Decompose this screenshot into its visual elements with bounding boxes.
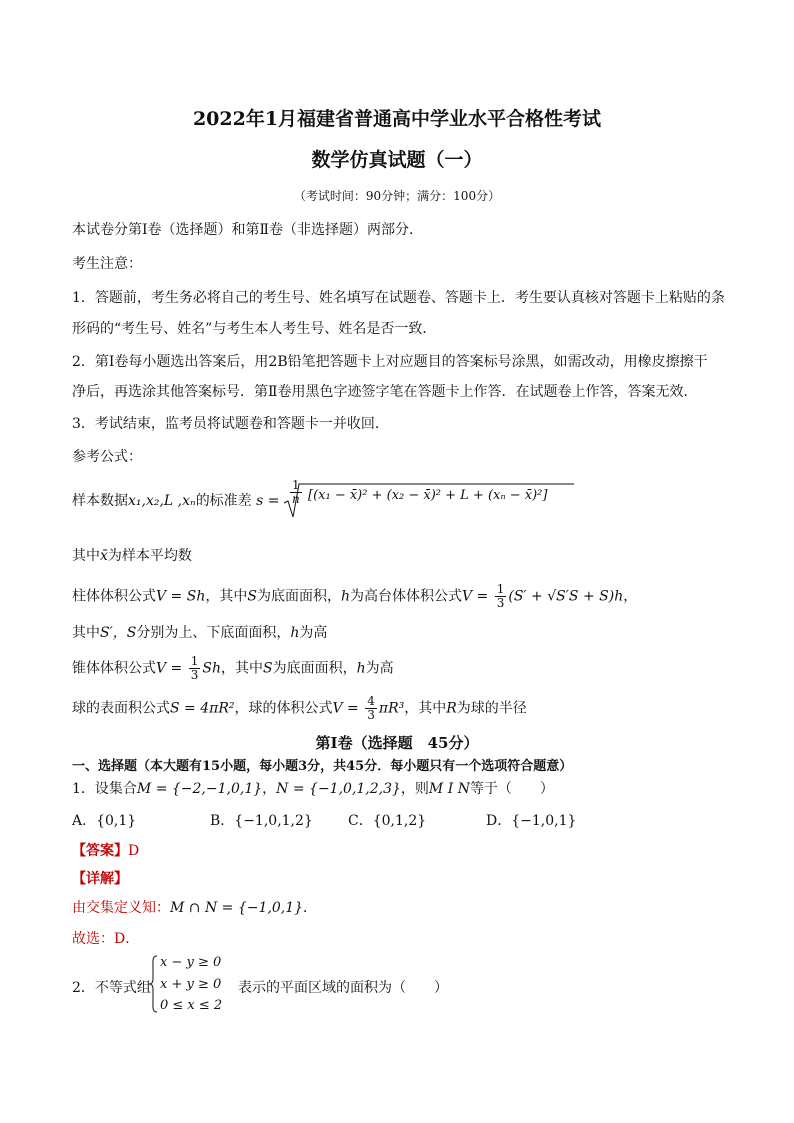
notice-2b: 净后，再选涂其他答案标号．第Ⅱ卷用黑色字迹签字笔在答题卡上作答．在试题卷上作答，答案无效． xyxy=(72,384,698,400)
q1-conclusion: 故选：D． xyxy=(72,931,140,947)
exam-title: 2022年1月福建省普通高中学业水平合格性考试 xyxy=(192,108,602,130)
section1-heading: 一、选择题（本大题有15小题，每小题3分，共45分．每小题只有一个选项符合题意） xyxy=(72,759,573,774)
sphere-formula: 球的表面积公式S = 4πR²，球的体积公式V = $\frac{4}{3}$ πR³，其中R为球的半径 xyxy=(72,694,527,722)
q1-detail-label: 【详解】 xyxy=(72,871,128,887)
q1-option-d: D．{−1,0,1} xyxy=(486,813,577,829)
section1-title: 第Ⅰ卷（选择题 45分） xyxy=(315,734,479,752)
q1-option-a: A．{0,1} xyxy=(72,813,137,829)
q1-detail: 由交集定义知：M ∩ N = {−1,0,1}． xyxy=(72,900,318,916)
frustum-fraction: $\frac{1}{3}$ xyxy=(496,582,505,610)
q2-ineq-2: x + y ≥ 0 xyxy=(160,977,222,992)
q1-answer: 【答案】D xyxy=(72,843,140,859)
sd-vars: x₁,x₂,L ,xₙ xyxy=(128,493,196,509)
ref-title: 参考公式： xyxy=(72,449,142,465)
intro-line: 本试卷分第Ⅰ卷（选择题）和第Ⅱ卷（非选择题）两部分． xyxy=(72,222,424,238)
sd-prefix: 样本数据 xyxy=(72,493,128,509)
exam-subtitle: 数学仿真试题（一） xyxy=(311,149,483,171)
q1-option-c: C．{0,1,2} xyxy=(348,813,427,829)
notice-title: 考生注意： xyxy=(72,256,142,272)
q2-ineq-1: x − y ≥ 0 xyxy=(160,955,222,970)
sd-mid: 的标准差 xyxy=(195,493,252,509)
q1-stem: 1．设集合M = {−2,−1,0,1}，N = {−1,0,1,2,3}，则M I N等于（ ） xyxy=(72,781,554,797)
cone-formula: 锥体体积公式V = $\frac{1}{3}$ Sh，其中S为底面面积，h为高 xyxy=(72,654,394,682)
q2-stem-a: 2．不等式组 xyxy=(72,980,151,996)
sd-body: [(x₁ − x̄)² + (x₂ − x̄)² + L + (xₙ − x̄)²] xyxy=(308,488,548,503)
notice-3: 3．考试结束，监考员将试题卷和答题卡一并收回． xyxy=(72,416,389,432)
prism-formula: 柱体体积公式V = Sh，其中S为底面面积，h为高台体体积公式V = $\frac{1}{3}$ (S′ + √S′S + S)h， xyxy=(72,582,638,610)
sd-lhs: s = xyxy=(256,493,280,509)
notice-2a: 2．第Ⅰ卷每小题选出答案后，用2B铅笔把答题卡上对应题目的答案标号涂黑，如需改动，用橡皮擦擦干 xyxy=(72,354,708,370)
q2-ineq-3: 0 ≤ x ≤ 2 xyxy=(160,998,223,1013)
mean-note: 其中x̄为样本平均数 xyxy=(72,548,192,564)
frustum-note: 其中S′，S分别为上、下底面面积，h为高 xyxy=(72,625,328,641)
q2-brace xyxy=(148,955,158,1017)
q1-option-b: B．{−1,0,1,2} xyxy=(210,813,313,829)
notice-1b: 形码的“考生号、姓名”与考生本人考生号、姓名是否一致． xyxy=(72,321,437,337)
q2-stem-b: 表示的平面区域的面积为（ ） xyxy=(238,980,448,996)
sd-fraction: $\frac{1}{n}$ xyxy=(291,478,300,506)
exam-info: （考试时间：90分钟；满分：100分） xyxy=(293,189,501,203)
notice-1a: 1．答题前，考生务必将自己的考生号、姓名填写在试题卷、答题卡上．考生要认真核对答题卡上粘贴的条 xyxy=(72,290,725,306)
